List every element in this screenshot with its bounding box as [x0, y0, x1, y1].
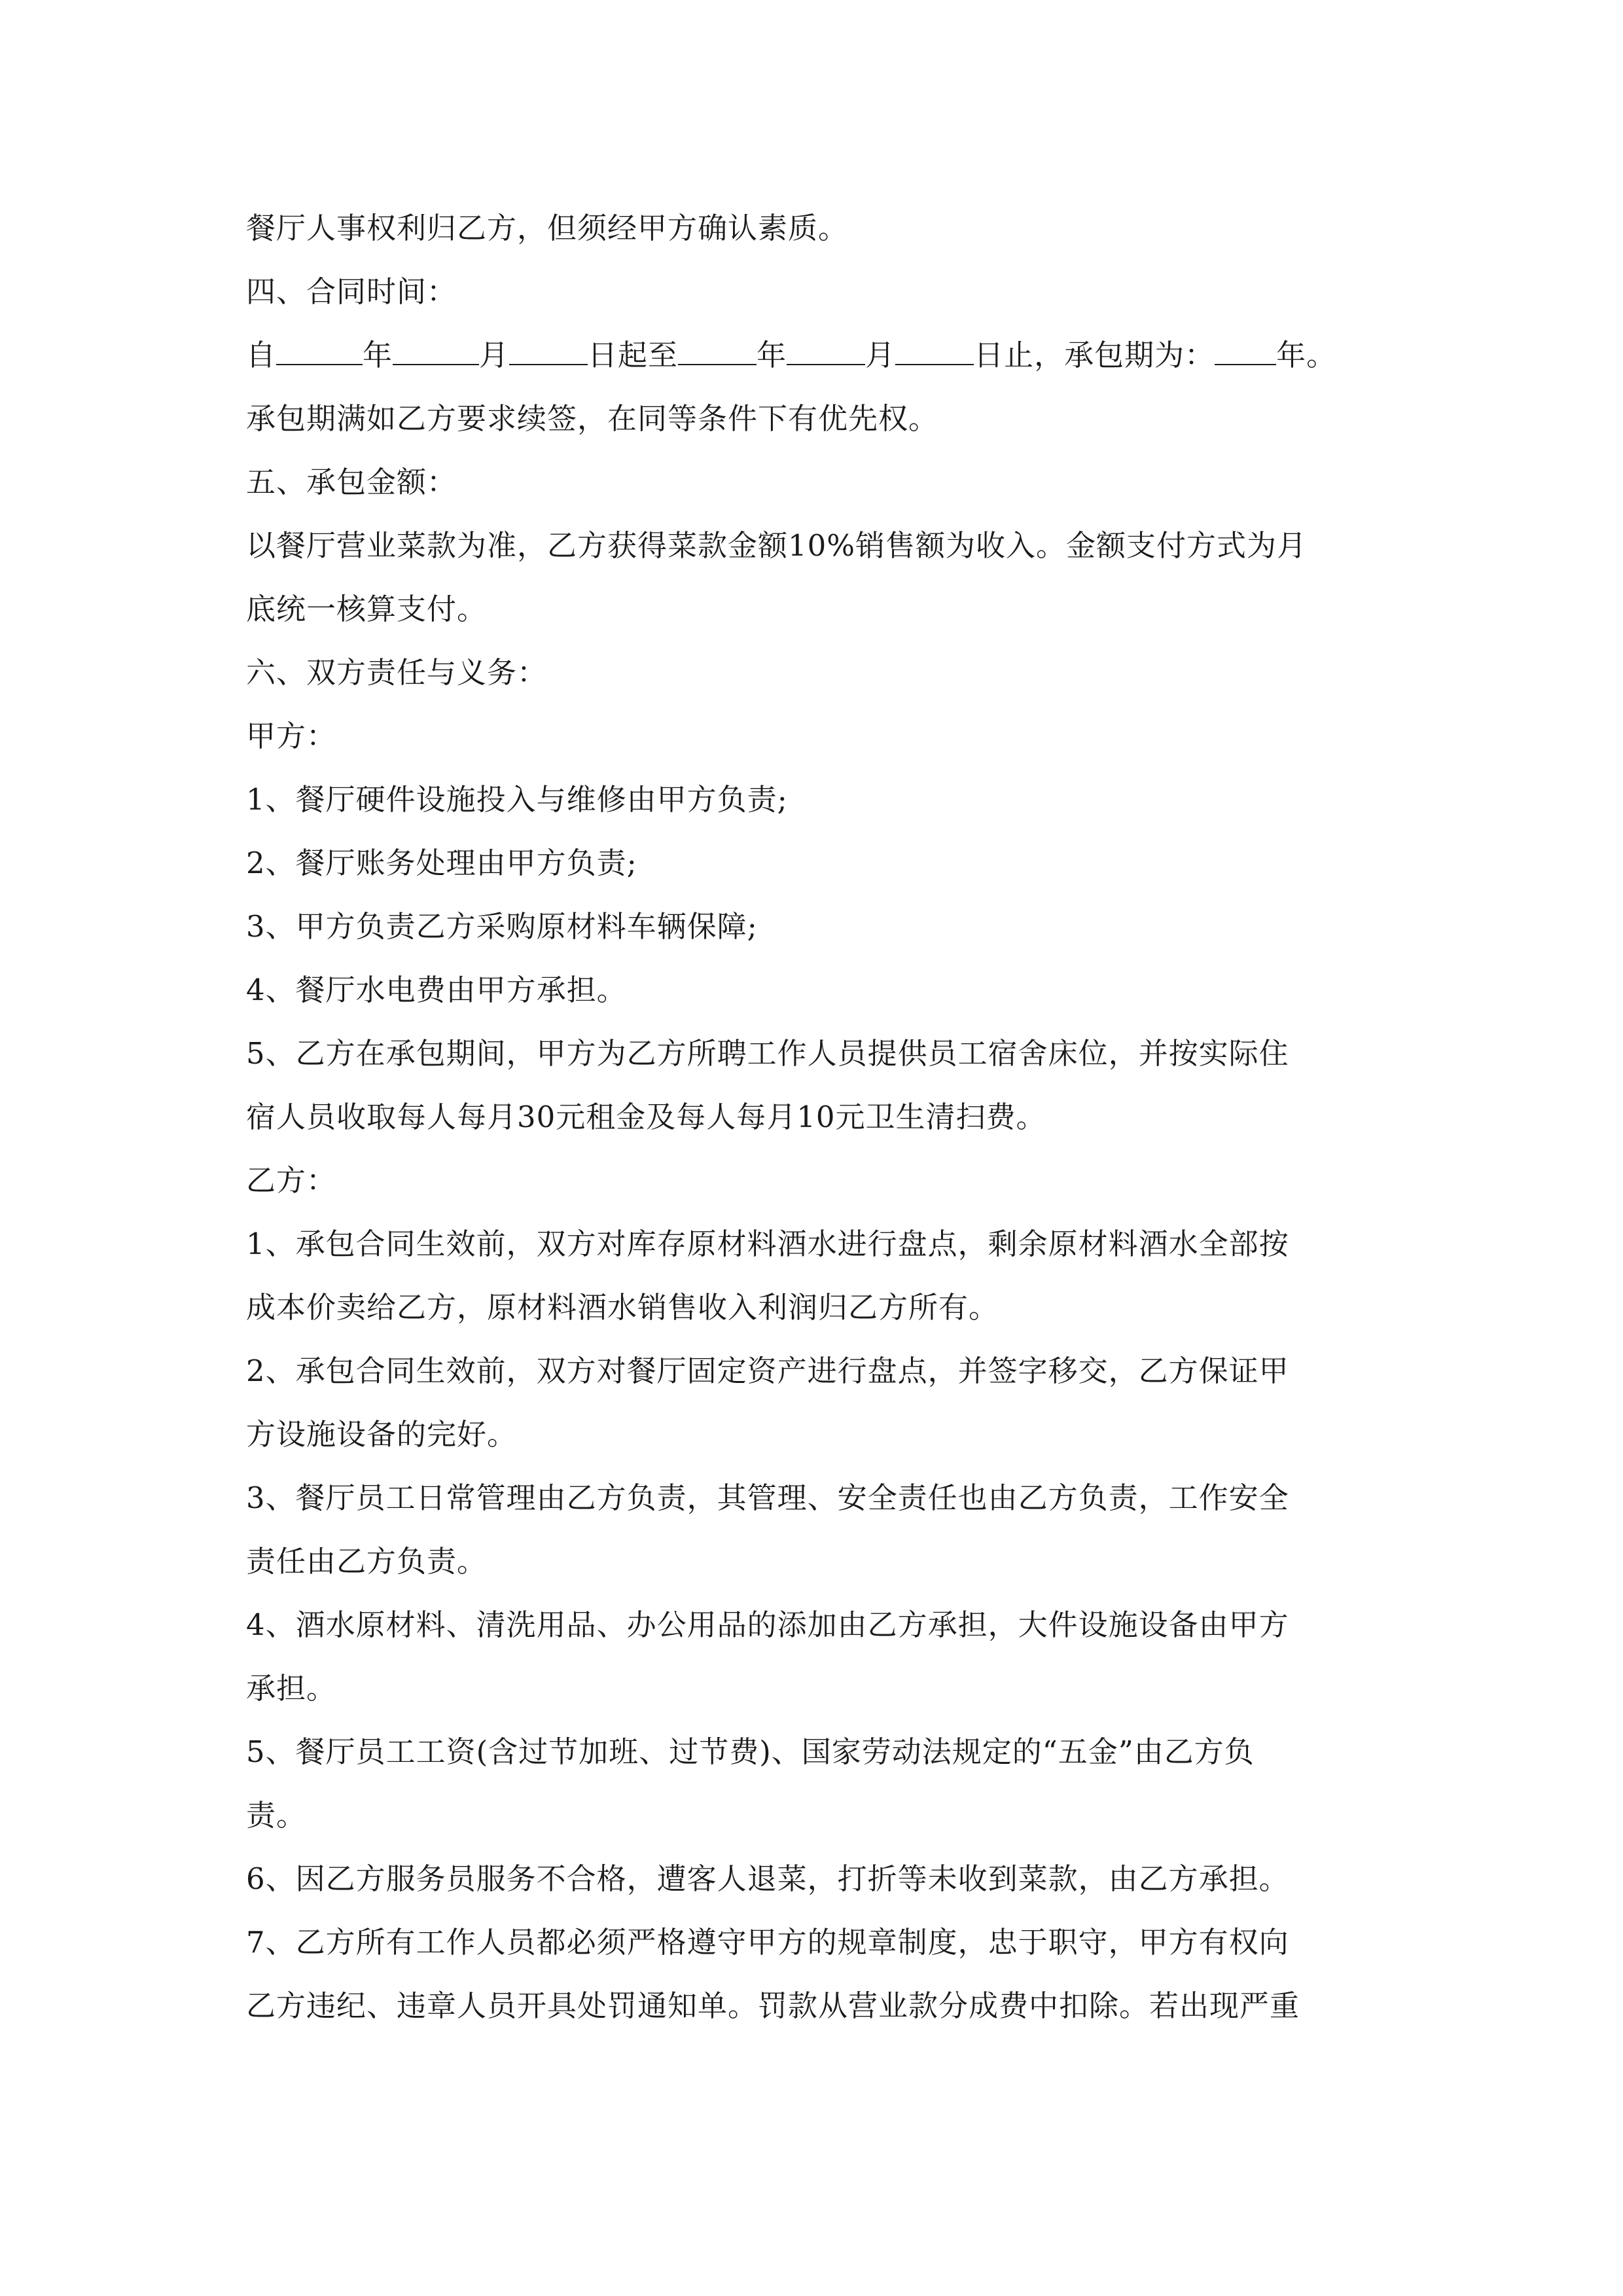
- section-heading-contract-time: 四、合同时间：: [246, 274, 457, 309]
- list-item: 2、承包合同生效前，双方对餐厅固定资产进行盘点，并签字移交，乙方保证甲: [246, 1354, 1289, 1388]
- list-item-continuation: 责任由乙方负责。: [246, 1544, 488, 1579]
- list-item-continuation: 乙方违纪、违章人员开具处罚通知单。罚款从营业款分成费中扣除。若出现严重: [246, 1988, 1300, 2023]
- party-b-heading: 乙方：: [246, 1163, 337, 1198]
- list-item: 4、餐厅水电费由甲方承担。: [246, 973, 627, 1007]
- list-item: 3、甲方负责乙方采购原材料车辆保障;: [246, 909, 758, 944]
- paragraph-line: 以餐厅营业菜款为准，乙方获得菜款金额10%销售额为收入。金额支付方式为月: [246, 528, 1308, 563]
- start-year-blank: [276, 330, 363, 365]
- list-item-continuation: 宿人员收取每人每月30元租金及每人每月10元卫生清扫费。: [246, 1100, 1046, 1134]
- list-item-continuation: 责。: [246, 1798, 307, 1833]
- list-item: 6、因乙方服务员服务不合格，遭客人退菜，打折等未收到菜款，由乙方承担。: [246, 1861, 1289, 1896]
- list-item-continuation: 承担。: [246, 1671, 337, 1706]
- paragraph-line: 餐厅人事权利归乙方，但须经甲方确认素质。: [246, 211, 849, 245]
- contract-period-blank: [1215, 330, 1276, 365]
- paragraph-line: 承包期满如乙方要求续签，在同等条件下有优先权。: [246, 401, 939, 436]
- start-day-label: 日起至: [588, 338, 679, 372]
- party-a-heading: 甲方：: [246, 719, 337, 753]
- end-month-blank: [787, 330, 865, 365]
- list-item: 1、承包合同生效前，双方对库存原材料酒水进行盘点，剩余原材料酒水全部按: [246, 1227, 1289, 1261]
- list-item: 1、餐厅硬件设施投入与维修由甲方负责;: [246, 782, 788, 817]
- end-month-label: 月: [865, 338, 896, 372]
- start-month-blank: [393, 330, 479, 365]
- list-item-continuation: 方设施设备的完好。: [246, 1417, 518, 1452]
- section-heading-responsibilities: 六、双方责任与义务：: [246, 655, 548, 690]
- list-item: 3、餐厅员工日常管理由乙方负责，其管理、安全责任也由乙方负责，工作安全: [246, 1480, 1289, 1515]
- end-day-blank: [895, 330, 974, 365]
- list-item: 2、餐厅账务处理由甲方负责;: [246, 846, 637, 880]
- section-heading-contract-amount: 五、承包金额：: [246, 465, 457, 499]
- contract-period-label: 年。: [1276, 338, 1337, 372]
- list-item: 5、乙方在承包期间，甲方为乙方所聘工作人员提供员工宿舍床位，并按实际住: [246, 1036, 1289, 1071]
- list-item-continuation: 成本价卖给乙方，原材料酒水销售收入利润归乙方所有。: [246, 1290, 999, 1325]
- paragraph-line: 底统一核算支付。: [246, 592, 488, 626]
- start-year-label: 年: [363, 338, 393, 372]
- end-day-label: 日止，承包期为：: [974, 338, 1215, 372]
- contract-date-line: [246, 323, 1378, 387]
- end-year-blank: [678, 330, 757, 365]
- list-item: 5、餐厅员工工资(含过节加班、过节费)、国家劳动法规定的“五金”由乙方负: [246, 1734, 1255, 1769]
- list-item: 4、酒水原材料、清洗用品、办公用品的添加由乙方承担，大件设施设备由甲方: [246, 1607, 1289, 1642]
- date-from-label: 自: [246, 338, 277, 372]
- start-day-blank: [509, 330, 588, 365]
- end-year-label: 年: [757, 338, 787, 372]
- start-month-label: 月: [479, 338, 510, 372]
- document-body: [246, 196, 1378, 2037]
- list-item: 7、乙方所有工作人员都必须严格遵守甲方的规章制度，忠于职守，甲方有权向: [246, 1925, 1289, 1960]
